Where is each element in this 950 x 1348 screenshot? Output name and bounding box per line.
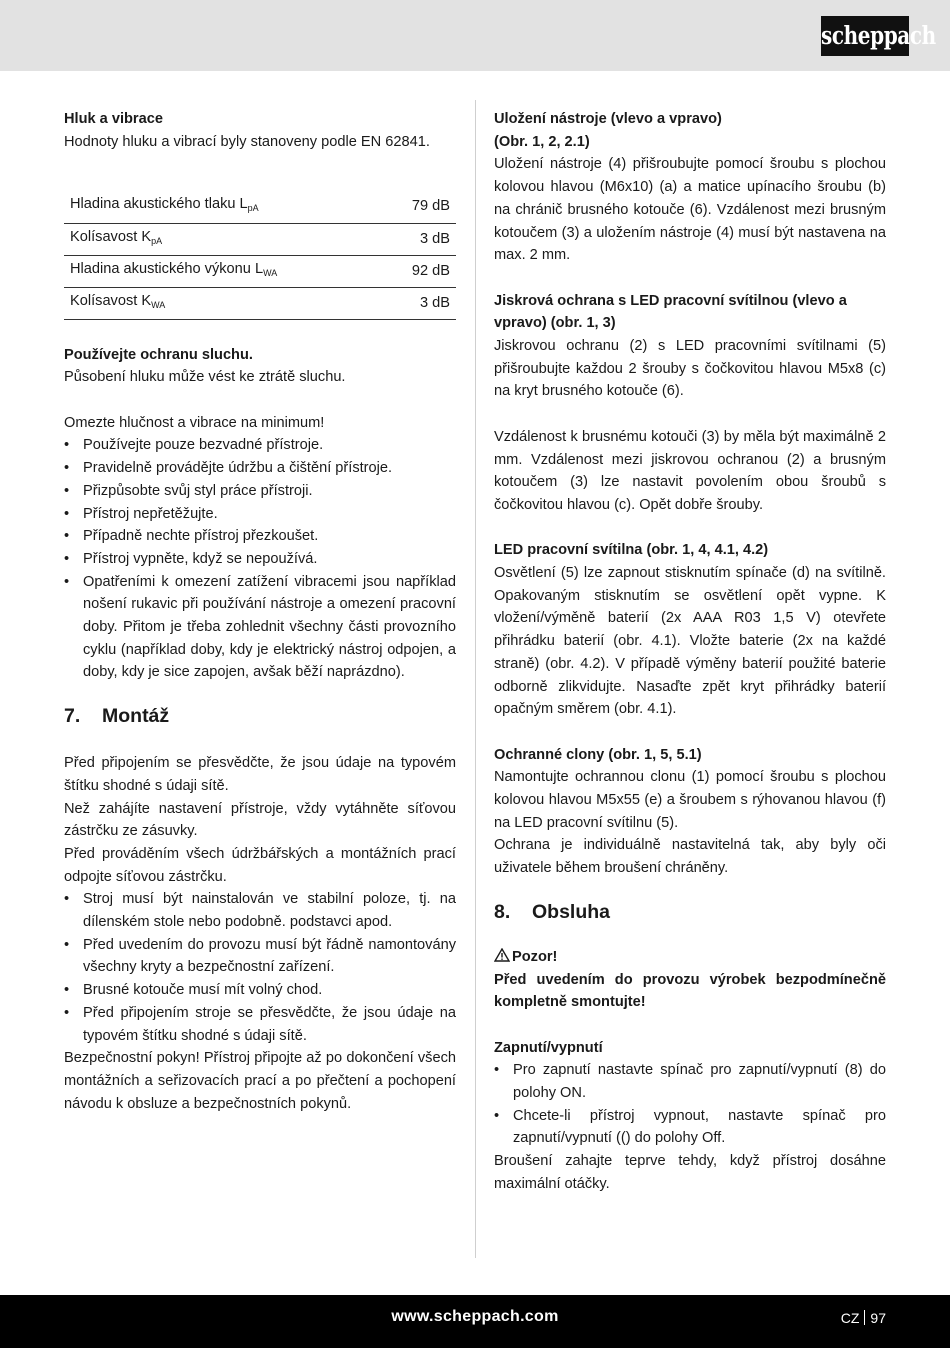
shield-title: Ochranné clony (obr. 1, 5, 5.1) — [494, 746, 702, 763]
mount-paragraph: Před připojením se přesvědčte, že jsou údaje na typovém štítku shodné s údaji sítě. — [64, 755, 456, 794]
led-light-title: LED pracovní svítilna (obr. 1, 4, 4.1, 4.2) — [494, 542, 769, 559]
footer-bar — [0, 1295, 950, 1348]
led-light-text: Osvětlení (5) lze zapnout stisknutím spínače (d) na svítilně. Opakovaným stisknutím se osvětlení opět vypne. K vložení/výměně baterií (2x AAA R03 1,5 V) otevřete přihrádku baterií (obr. 4.1). Vložte baterie (2x na každé straně) (obr. 4.2). V případě výměny baterií použité baterie odborně zlikvidujte. Nasaďte zpět kryt přihrádky baterií opačným směrem (obr. 4.1). — [494, 565, 886, 718]
list-item: • Používejte pouze bezvadné přístroje. — [64, 434, 456, 457]
table-row — [64, 255, 456, 287]
left-column — [64, 108, 456, 1115]
spark-guard-title: Jiskrová ochrana s LED pracovní svítilnou (vlevo a vpravo) (obr. 1, 3) — [494, 292, 847, 332]
website-link[interactable]: www.scheppach.com — [391, 1308, 559, 1325]
noise-intro: Hodnoty hluku a vibrací byly stanoveny podle EN 62841. — [64, 133, 430, 150]
list-item: • Případně nechte přístroj přezkoušet. — [64, 525, 456, 548]
noise-table — [64, 191, 456, 320]
mount-paragraph: Před prováděním všech údržbářských a montážních prací odpojte síťovou zástrčku. — [64, 845, 456, 885]
table-label: Hladina akustického tlaku L — [70, 196, 248, 213]
table-row — [64, 191, 456, 223]
list-item: • Pravidelně provádějte údržbu a čištění přístroje. — [64, 457, 456, 480]
list-item: • Stroj musí být nainstalován ve stabilní poloze, tj. na dílenském stole nebo podobně. podstavci apod. — [64, 888, 456, 933]
shield-text: Namontujte ochrannou clonu (1) pomocí šroubu s plochou kolovou hlavou M5x55 (e) a šroubem s rýhovanou hlavou (f) na LED pracovní svítilnu (5). — [494, 769, 886, 831]
reduce-list — [64, 434, 456, 684]
switch-title: Zapnutí/vypnutí — [494, 1039, 603, 1056]
list-item: • Před připojením stroje se přesvědčte, že jsou údaje na typovém štítku shodné s údaji sítě. — [64, 1002, 456, 1047]
section-title: Montáž — [102, 705, 170, 728]
list-item: • Brusné kotouče musí mít volný chod. — [64, 979, 456, 1002]
table-value: 79 dB — [383, 191, 456, 223]
brand-logo: scheppach — [821, 16, 909, 56]
shield-text-2: Ochrana je individuálně nastavitelná tak, aby byly oči uživatele během broušení chráněny. — [494, 837, 886, 877]
spark-guard-text-2: Vzdálenost k brusnému kotouči (3) by měla být maximálně 2 mm. Vzdálenost mezi jiskrovou ochranou (2) a brusným kotoučem (3) lze nastavit povolením obou šroubů s čočkovitou hlavou (c). Opět dobře šrouby. — [494, 428, 886, 513]
table-label: Hladina akustického výkonu L — [70, 260, 264, 277]
table-value: 92 dB — [383, 255, 456, 287]
section-number: 7. — [64, 705, 81, 728]
table-value: 3 dB — [383, 287, 456, 319]
section-7-heading — [64, 704, 456, 728]
section-number: 8. — [494, 900, 511, 923]
table-row — [64, 223, 456, 255]
list-item: • Chcete-li přístroj vypnout, nastavte spínač pro zapnutí/vypnutí (() do polohy Off. — [494, 1105, 886, 1150]
table-label: Kolísavost K — [70, 228, 152, 245]
section-title: Obsluha — [532, 900, 611, 923]
spark-guard-text: Jiskrovou ochranu (2) s LED pracovními svítilnami (5) přišroubujte každou 2 šrouby s čočkovitou hlavou M5x8 (c) na kryt brusného kotouče (6). — [494, 338, 886, 400]
list-item: • Opatřeními k omezení zatížení vibracemi jsou například nošení rukavic při používání nástroje a omezení pracovní doby. Přitom je třeba zohlednit všechny části provozního cyklu (například doby, kdy je elektrický nástroj odpojen, a doby, kdy je sice zapojen, avšak běží naprázdno). — [64, 571, 456, 685]
list-item: • Před uvedením do provozu musí být řádně namontovány všechny kryty a bezpečnostní zařízení. — [64, 934, 456, 979]
hearing-title: Používejte ochranu sluchu. — [64, 346, 253, 363]
list-item: • Pro zapnutí nastavte spínač pro zapnutí/vypnutí (8) do polohy ON. — [494, 1059, 886, 1104]
mount-list — [64, 888, 456, 1047]
hearing-text: Působení hluku může vést ke ztrátě sluchu. — [64, 369, 346, 386]
separator — [864, 1310, 865, 1325]
mount-paragraph: Než zahájíte nastavení přístroje, vždy vytáhněte síťovou zástrčku ze zásuvky. — [64, 800, 456, 840]
table-row — [64, 287, 456, 319]
noise-title: Hluk a vibrace — [64, 111, 163, 127]
table-label: Kolísavost K — [70, 292, 152, 309]
column-divider — [475, 100, 476, 1258]
header-band — [0, 0, 950, 71]
table-sub: pA — [151, 235, 163, 246]
switch-list — [494, 1059, 886, 1150]
warning-icon — [494, 948, 510, 962]
warning-label-row — [494, 946, 886, 969]
list-item: • Přizpůsobte svůj styl práce přístroji. — [64, 480, 456, 503]
table-sub: WA — [263, 267, 278, 278]
section-8-heading — [494, 900, 886, 924]
table-value: 3 dB — [383, 223, 456, 255]
table-sub: WA — [151, 299, 166, 310]
page-indicator — [841, 1310, 886, 1326]
warning-label: Pozor! — [512, 948, 558, 965]
right-column — [494, 108, 886, 1196]
tool-rest-title: Uložení nástroje (vlevo a vpravo) — [494, 111, 722, 127]
table-sub: pA — [247, 203, 259, 214]
warning-text: Před uvedením do provozu výrobek bezpodmínečně kompletně smontujte! — [494, 971, 886, 1011]
tool-rest-text: Uložení nástroje (4) přišroubujte pomocí šroubu s plochou kolovou hlavou (M6x10) (a) a matice upínacího šroubu (b) na chránič brusného kotouče (6). Vzdálenost mezi brusným kotoučem (3) a uložením nástroje (4) musí být nastavena na max. 2 mm. — [494, 156, 886, 264]
list-item: • Přístroj vypněte, když se nepoužívá. — [64, 548, 456, 571]
mount-safety-note: Bezpečnostní pokyn! Přístroj připojte až po dokončení všech montážních a seřizovacích prací a po přečtení a pochopení návodu k obsluze a bezpečnostních pokynů. — [64, 1050, 456, 1112]
tool-rest-title-figs: (Obr. 1, 2, 2.1) — [494, 133, 590, 150]
page-number: 97 — [870, 1310, 886, 1326]
language-code: CZ — [840, 1310, 860, 1326]
list-item: • Přístroj nepřetěžujte. — [64, 503, 456, 526]
switch-text: Broušení zahajte teprve tehdy, když přístroj dosáhne maximální otáčky. — [494, 1153, 886, 1192]
reduce-intro: Omezte hlučnost a vibrace na minimum! — [64, 414, 325, 431]
